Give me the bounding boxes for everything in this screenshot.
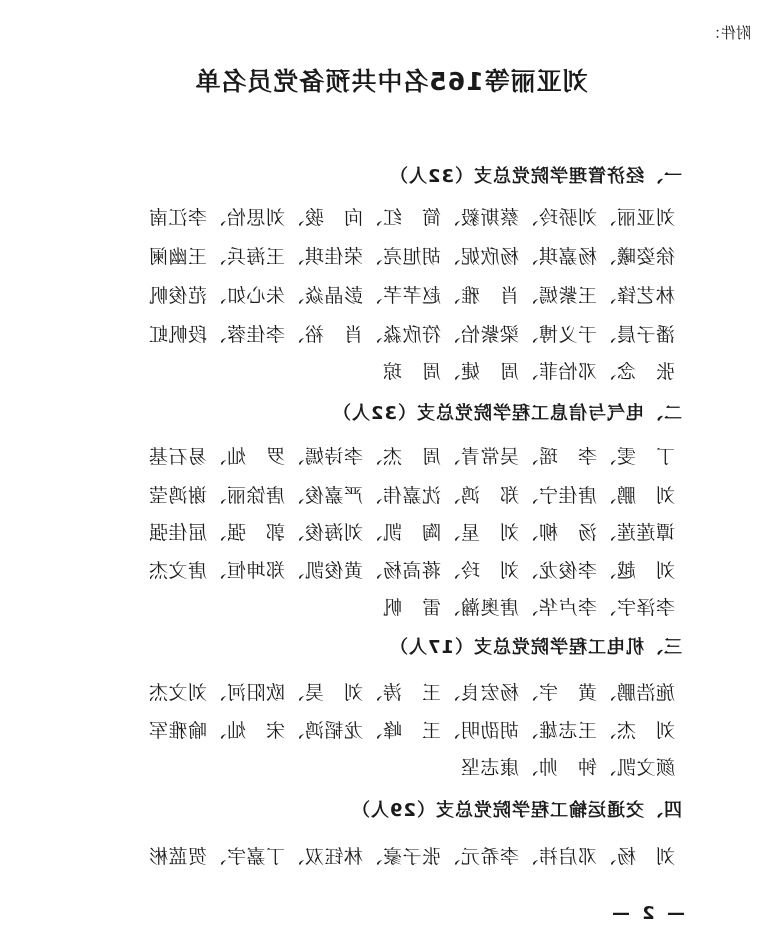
page-number: — 2 —	[608, 903, 685, 924]
name-row: 丁 雯、李 瑶、吴常青、周 杰、李诗嫣、罗 灿、易石基	[148, 446, 675, 468]
name-row: 潘子晨、于义博、梁紫怡、符欣淼、肖 裕、李佳蓉、段帆虹	[148, 324, 675, 346]
section-heading: 一、经济管理学院党总支（32人）	[388, 166, 682, 187]
name-row: 徐姿曦、杨嘉琪、杨欣妮、胡旭亮、荣佳琪、王海兵、王幽阑	[148, 246, 675, 268]
annex-label: 附件：	[705, 24, 751, 42]
name-row: 刘 杰、王志雄、胡劭明、王 峰、龙韬鸿、宋 灿、喻雅军	[148, 720, 675, 742]
name-row: 颜文凯、钟 帅、康志坚	[460, 757, 675, 779]
name-row: 刘 鹏、唐佳宁、郑 鸿、沈嘉伟、严嘉俊、唐馀丽、谢鸿莹	[148, 485, 675, 507]
section-heading: 四、交通运输工程学院党总支（29人）	[350, 800, 682, 821]
name-row: 谭莲莲、汤 柳、刘 星、陶 凯、刘海俊、郭 强、屈佳强	[148, 522, 675, 544]
name-row: 刘 杨、邓启祎、李希元、张子豪、林钰双、丁嘉宇、贺蓝彬	[148, 846, 675, 868]
name-row: 刘亚丽、刘骄玲、蔡斯毅、简 红、向 骏、刘思怡、李江南	[148, 207, 675, 229]
section-heading: 二、电气与信息工程学院党总支（32人）	[331, 403, 682, 424]
name-row: 林艺锋、王紫嫣、肖 雅、赵芊芊、彭晶焱、朱心如、范俊帆	[148, 285, 675, 307]
name-row: 张 念、邓怡菲、周 婕、周 琼	[382, 361, 675, 383]
name-row: 刘 越、李俊龙、刘 玲、蒋高杨、黄俊凯、郑坤恒、唐文杰	[148, 560, 675, 582]
document-title: 刘亚丽等165名中共预备党员名单	[194, 67, 588, 96]
name-row: 李泽宇、李卢华、唐奥瀚、雷 帆	[382, 597, 675, 619]
name-row: 施浩鹏、黄 宇、杨宏良、王 涛、刘 昊、欧阳河、刘文杰	[148, 682, 675, 704]
section-heading: 三、机电工程学院党总支（17人）	[388, 637, 682, 658]
